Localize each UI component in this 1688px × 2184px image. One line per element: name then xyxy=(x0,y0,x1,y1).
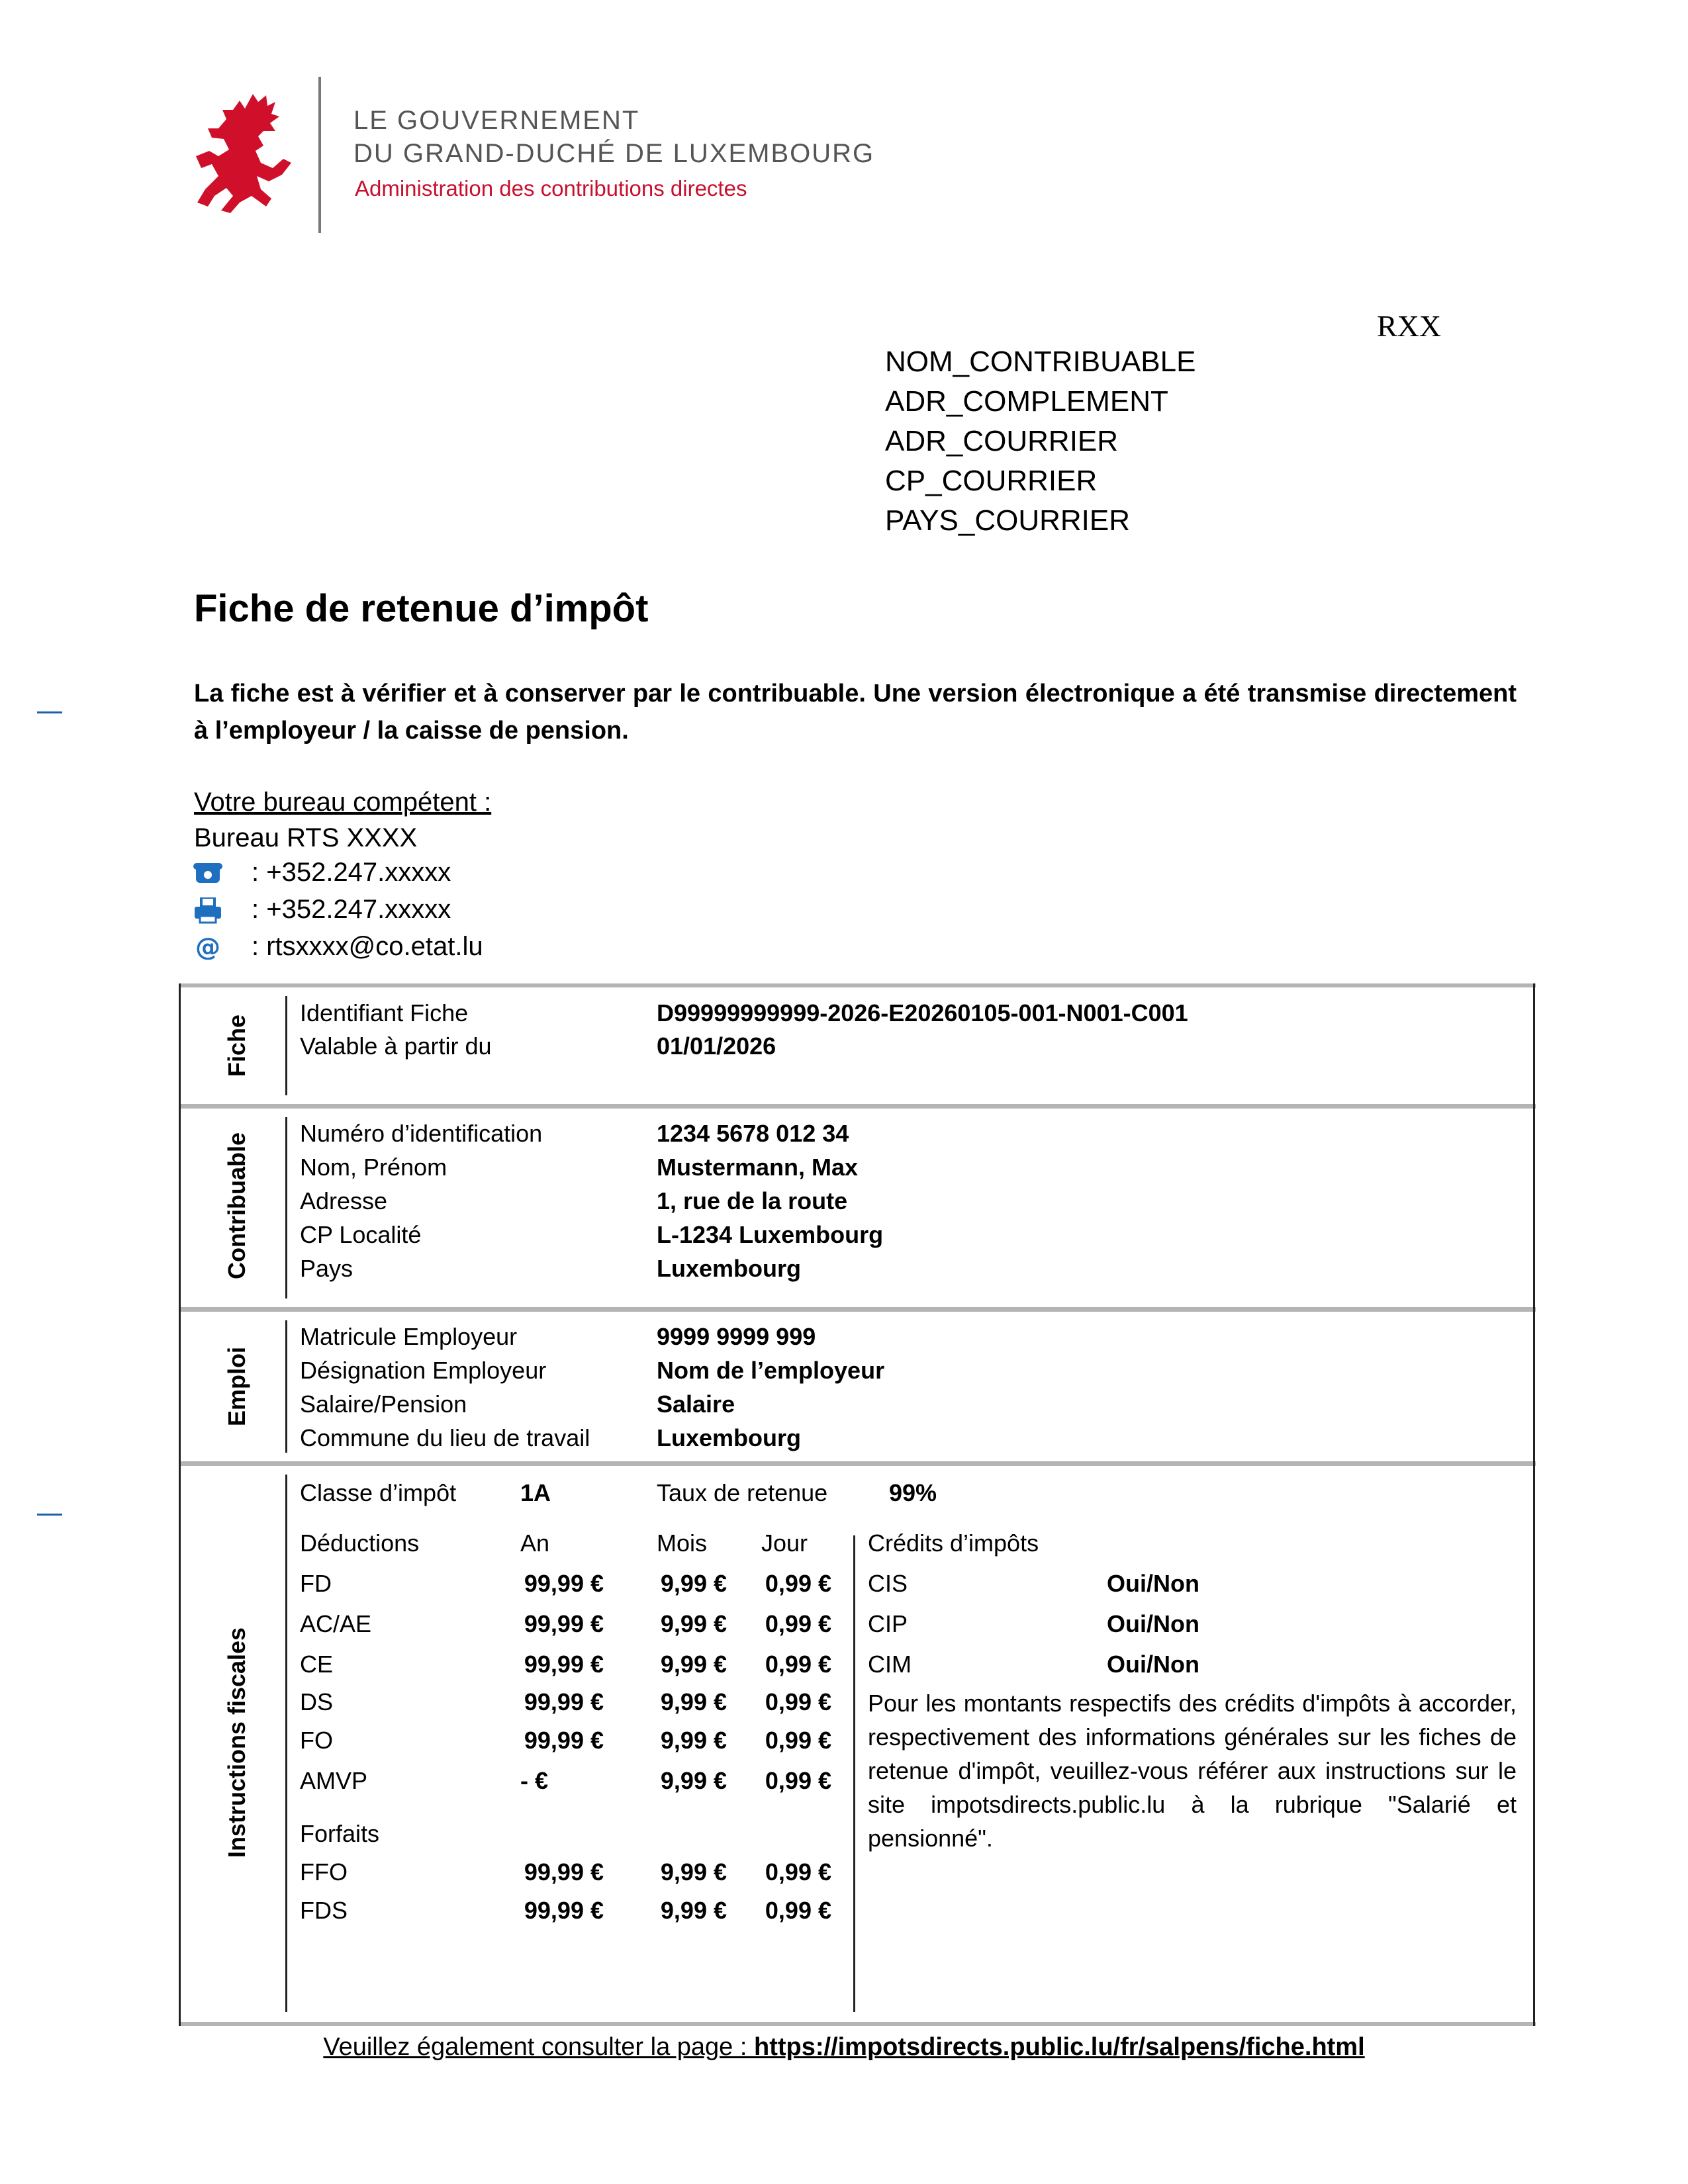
deduction-jour: 0,99 € xyxy=(765,1570,831,1597)
taxpayer-id-label: Numéro d’identification xyxy=(300,1120,543,1147)
employer-id-label: Matricule Employeur xyxy=(300,1323,518,1350)
taxpayer-country-label: Pays xyxy=(300,1255,353,1282)
salary-type-value: Salaire xyxy=(657,1390,735,1418)
bureau-fax: : +352.247.xxxxx xyxy=(252,895,451,924)
credits-header: Crédits d’impôts xyxy=(868,1529,1039,1557)
taxpayer-locality-value: L-1234 Luxembourg xyxy=(657,1221,884,1248)
credit-name: CIP xyxy=(868,1610,908,1637)
recipient-country: PAYS_COURRIER xyxy=(885,504,1131,537)
recipient-name: NOM_CONTRIBUABLE xyxy=(885,345,1196,378)
recipient-postcode: CP_COURRIER xyxy=(885,465,1098,497)
deduction-an: 99,99 € xyxy=(524,1727,604,1754)
bureau-title: Votre bureau compétent : xyxy=(194,788,492,817)
margin-mark xyxy=(37,1514,62,1516)
forfait-name: FFO xyxy=(300,1858,348,1886)
government-line-2: DU GRAND-DUCHÉ DE LUXEMBOURG xyxy=(353,139,875,168)
credit-value: Oui/Non xyxy=(1107,1610,1199,1637)
work-commune-label: Commune du lieu de travail xyxy=(300,1424,590,1451)
credit-value: Oui/Non xyxy=(1107,1651,1199,1678)
deduction-name: FD xyxy=(300,1570,332,1597)
forfait-mois: 9,99 € xyxy=(660,1897,727,1924)
tax-class-value: 1A xyxy=(520,1479,551,1506)
bureau-phone: : +352.247.xxxxx xyxy=(252,858,451,887)
taxpayer-name-value: Mustermann, Max xyxy=(657,1154,859,1181)
col-mois-header: Mois xyxy=(657,1529,708,1557)
section-label-instructions: Instructions fiscales xyxy=(223,1627,250,1858)
forfait-jour: 0,99 € xyxy=(765,1897,831,1924)
page-title: Fiche de retenue d’impôt xyxy=(194,587,649,630)
credit-name: CIS xyxy=(868,1570,908,1597)
forfait-name: FDS xyxy=(300,1897,348,1924)
taxpayer-id-value: 1234 5678 012 34 xyxy=(657,1120,849,1147)
deduction-mois: 9,99 € xyxy=(660,1688,727,1715)
email-icon xyxy=(193,933,222,960)
table-divider xyxy=(179,1307,1536,1312)
deduction-an: 99,99 € xyxy=(524,1610,604,1637)
employer-id-value: 9999 9999 999 xyxy=(657,1323,816,1350)
fiche-valid-value: 01/01/2026 xyxy=(657,1032,776,1060)
employer-name-value: Nom de l’employeur xyxy=(657,1357,885,1384)
column-divider xyxy=(285,1117,287,1298)
deduction-an: 99,99 € xyxy=(524,1651,604,1678)
fax-icon xyxy=(193,897,222,924)
credits-divider xyxy=(853,1535,855,2012)
deduction-name: FO xyxy=(300,1727,333,1754)
forfait-an: 99,99 € xyxy=(524,1897,604,1924)
recipient-address-complement: ADR_COMPLEMENT xyxy=(885,385,1168,418)
deduction-jour: 0,99 € xyxy=(765,1688,831,1715)
taxpayer-country-value: Luxembourg xyxy=(657,1255,802,1282)
deduction-name: AMVP xyxy=(300,1767,368,1794)
table-left-border xyxy=(179,983,181,2026)
work-commune-value: Luxembourg xyxy=(657,1424,802,1451)
withholding-rate-value: 99% xyxy=(889,1479,937,1506)
deductions-header: Déductions xyxy=(300,1529,420,1557)
credit-value: Oui/Non xyxy=(1107,1570,1199,1597)
recipient-reference: RXX xyxy=(1377,309,1442,343)
margin-mark xyxy=(37,711,62,713)
red-lion-icon xyxy=(192,90,298,222)
footer-text: Veuillez également consulter la page : xyxy=(323,2033,754,2061)
header-divider xyxy=(318,77,321,233)
recipient-address: ADR_COURRIER xyxy=(885,425,1119,457)
deduction-mois: 9,99 € xyxy=(660,1651,727,1678)
deduction-mois: 9,99 € xyxy=(660,1727,727,1754)
tax-class-label: Classe d’impôt xyxy=(300,1479,457,1506)
taxpayer-locality-label: CP Localité xyxy=(300,1221,422,1248)
section-label-emploi: Emploi xyxy=(223,1346,250,1427)
table-divider xyxy=(179,1104,1536,1109)
deduction-an: - € xyxy=(520,1767,549,1794)
employer-name-label: Désignation Employeur xyxy=(300,1357,547,1384)
deduction-mois: 9,99 € xyxy=(660,1767,727,1794)
forfaits-header: Forfaits xyxy=(300,1820,380,1847)
deduction-jour: 0,99 € xyxy=(765,1651,831,1678)
footer-link[interactable]: https://impotsdirects.public.lu/fr/salpens/fiche.html xyxy=(753,2033,1365,2061)
forfait-jour: 0,99 € xyxy=(765,1858,831,1886)
footer xyxy=(0,2033,1688,2062)
forfait-an: 99,99 € xyxy=(524,1858,604,1886)
salary-type-label: Salaire/Pension xyxy=(300,1390,467,1418)
credit-name: CIM xyxy=(868,1651,912,1678)
column-divider xyxy=(285,1475,287,2012)
deduction-an: 99,99 € xyxy=(524,1688,604,1715)
forfait-mois: 9,99 € xyxy=(660,1858,727,1886)
section-label-contribuable: Contribuable xyxy=(223,1132,250,1279)
withholding-rate-label: Taux de retenue xyxy=(657,1479,828,1506)
taxpayer-address-value: 1, rue de la route xyxy=(657,1187,848,1214)
deduction-name: AC/AE xyxy=(300,1610,372,1637)
administration-name: Administration des contributions directes xyxy=(355,176,747,201)
table-divider xyxy=(179,1461,1536,1466)
svg-text:@: @ xyxy=(195,933,220,960)
fiche-id-label: Identifiant Fiche xyxy=(300,999,469,1026)
column-divider xyxy=(285,1320,287,1453)
column-divider xyxy=(285,996,287,1095)
deduction-name: CE xyxy=(300,1651,334,1678)
bureau-name: Bureau RTS XXXX xyxy=(194,823,418,852)
deduction-jour: 0,99 € xyxy=(765,1610,831,1637)
deduction-jour: 0,99 € xyxy=(765,1727,831,1754)
col-an-header: An xyxy=(520,1529,550,1557)
taxpayer-address-label: Adresse xyxy=(300,1187,388,1214)
fiche-id-value: D99999999999-2026-E20260105-001-N001-C001 xyxy=(657,999,1188,1026)
deduction-name: DS xyxy=(300,1688,334,1715)
table-bottom-border xyxy=(179,2022,1536,2026)
table-top-border xyxy=(179,983,1536,987)
phone-icon xyxy=(193,860,222,887)
deduction-jour: 0,99 € xyxy=(765,1767,831,1794)
deduction-mois: 9,99 € xyxy=(660,1610,727,1637)
section-label-fiche: Fiche xyxy=(223,1014,250,1077)
table-right-border xyxy=(1533,983,1535,2026)
col-jour-header: Jour xyxy=(761,1529,808,1557)
bureau-email: : rtsxxxx@co.etat.lu xyxy=(252,932,483,961)
intro-text: La fiche est à vérifier et à conserver par le contribuable. Une version électronique a été transmise directement à l’employeur / la caisse de pension. xyxy=(194,680,1517,745)
deduction-an: 99,99 € xyxy=(524,1570,604,1597)
deduction-mois: 9,99 € xyxy=(660,1570,727,1597)
credits-note: Pour les montants respectifs des crédits d'impôts à accorder, respectivement des informations générales sur les fiches de retenue d'impôt, veuillez-vous référer aux instructions sur le site impotsdirects.public.lu à la rubrique "Salarié et pensionné". xyxy=(868,1690,1517,1852)
fiche-valid-label: Valable à partir du xyxy=(300,1032,492,1060)
government-line-1: LE GOUVERNEMENT xyxy=(353,106,640,135)
taxpayer-name-label: Nom, Prénom xyxy=(300,1154,447,1181)
